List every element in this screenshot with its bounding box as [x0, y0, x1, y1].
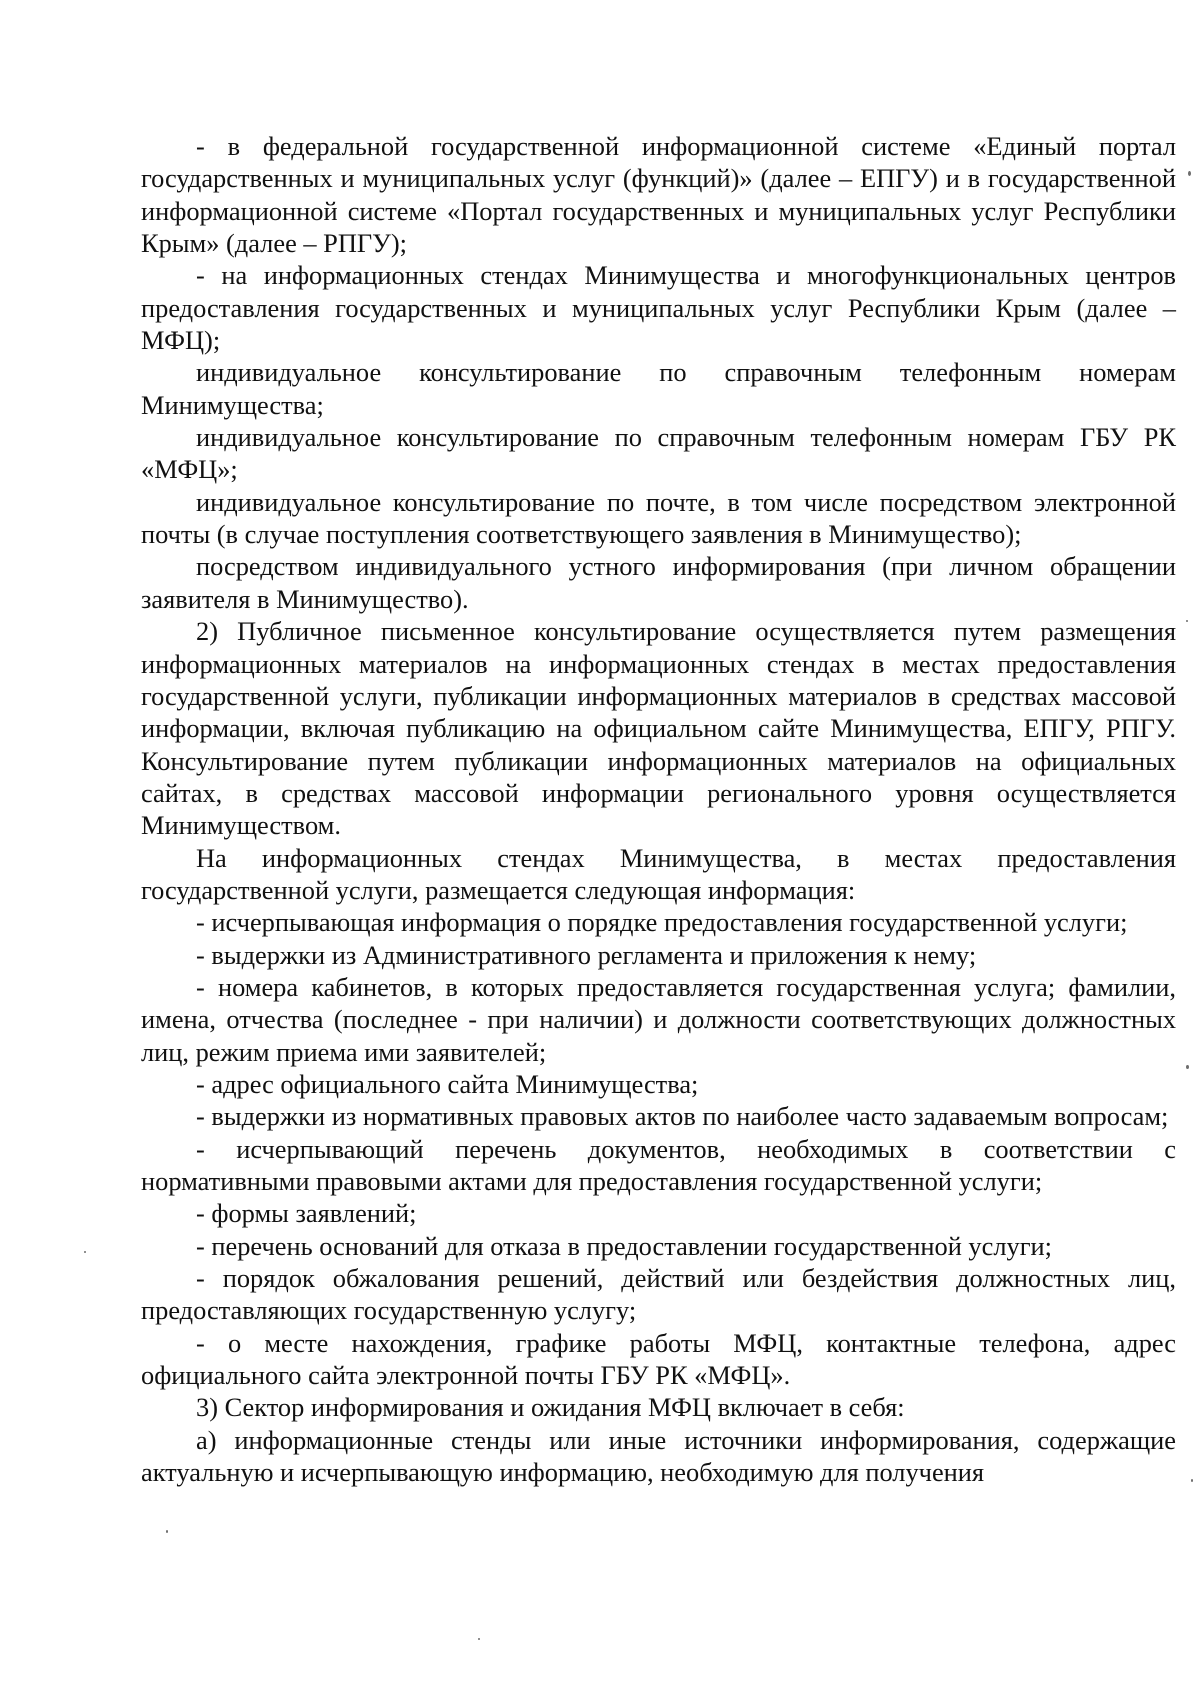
paragraph: - исчерпывающий перечень документов, необходимых в соответствии с нормативными правовыми актами для предоставления государственной услуги;	[141, 1133, 1176, 1196]
scan-speck	[1186, 620, 1188, 622]
paragraph: - в федеральной государственной информационной системе «Единый портал государственных и муниципальных услуг (функций)» (далее – ЕПГУ) и в государственной информационной системе «Портал государственных и муниципальных услуг Республики Крым» (далее – РПГУ);	[141, 131, 1176, 259]
paragraph: а) информационные стенды или иные источники информирования, содержащие актуальную и исчерпывающую информацию, необходимую для получения	[141, 1424, 1176, 1488]
paragraph: посредством индивидуального устного информирования (при личном обращении заявителя в Минимущество).	[141, 551, 1176, 614]
paragraph: - на информационных стендах Минимущества и многофункциональных центров предоставления государственных и муниципальных услуг Республики Крым (далее – МФЦ);	[141, 260, 1176, 356]
paragraph: индивидуальное консультирование по почте, в том числе посредством электронной почты (в случае поступления соответствующего заявления в Минимущество);	[141, 486, 1176, 550]
scan-speck	[478, 1638, 480, 1640]
scan-speck	[84, 1251, 86, 1253]
paragraph: - формы заявлений;	[196, 1198, 417, 1229]
paragraph: - выдержки из нормативных правовых актов по наиболее часто задаваемым вопросам;	[196, 1101, 1169, 1132]
paragraph: - номера кабинетов, в которых предоставляется государственная услуга; фамилии, имена, отчества (последнее - при наличии) и должности соответствующих должностных лиц, режим приема ими заявителей;	[141, 971, 1176, 1067]
paragraph: - порядок обжалования решений, действий или бездействия должностных лиц, предоставляющих государственную услугу;	[141, 1263, 1176, 1326]
scan-speck	[1188, 171, 1191, 176]
paragraph: - выдержки из Административного регламента и приложения к нему;	[196, 939, 977, 970]
paragraph: индивидуальное консультирование по справочным телефонным номерам Минимущества;	[141, 357, 1176, 420]
paragraph: - перечень оснований для отказа в предоставлении государственной услуги;	[196, 1230, 1052, 1261]
paragraph: 3) Сектор информирования и ожидания МФЦ включает в себя:	[196, 1392, 905, 1423]
paragraph: 2) Публичное письменное консультирование осуществляется путем размещения информационных материалов на информационных стендах в местах предоставления государственной услуги, публикации информационных материалов в средствах массовой информации, включая публикацию на официальном сайте Минимущества, ЕПГУ, РПГУ. Консультирование путем публикации информационных материалов на официальных сайтах, в средствах массовой информации регионального уровня осуществляется Минимуществом.	[141, 616, 1176, 841]
document-body	[141, 130, 1176, 1488]
scan-speck	[166, 1530, 168, 1533]
scan-speck	[1186, 1065, 1189, 1069]
paragraph: На информационных стендах Минимущества, в местах предоставления государственной услуги, размещается следующая информация:	[141, 842, 1176, 905]
scan-speck	[1191, 1479, 1193, 1482]
paragraph: - исчерпывающая информация о порядке предоставления государственной услуги;	[196, 907, 1128, 938]
paragraph: - о месте нахождения, графике работы МФЦ, контактные телефона, адрес официального сайта электронной почты ГБУ РК «МФЦ».	[141, 1327, 1176, 1391]
paragraph: - адрес официального сайта Минимущества;	[196, 1068, 699, 1099]
paragraph: индивидуальное консультирование по справочным телефонным номерам ГБУ РК «МФЦ»;	[141, 422, 1176, 485]
